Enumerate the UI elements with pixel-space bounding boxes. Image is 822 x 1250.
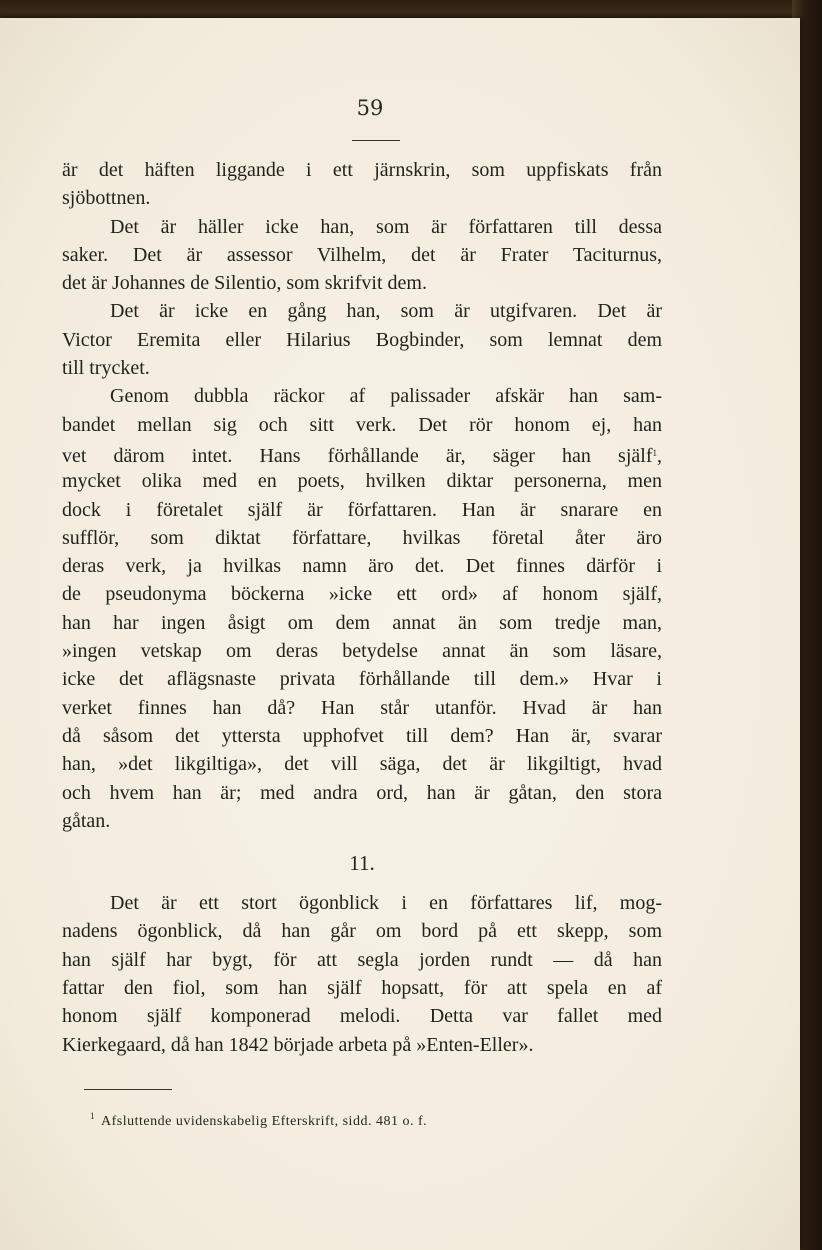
text-segment: vet därom intet. Hans förhållande är, säger han själf <box>62 444 653 467</box>
text-line: honom själf komponerad melodi. Detta var fallet med <box>62 1005 662 1028</box>
text-line: bandet mellan sig och sitt verk. Det rör honom ej, han <box>62 413 662 436</box>
text-line: dock i företalet själf är författaren. Han är snarare en <box>62 498 662 521</box>
footnote-reference[interactable]: 1 <box>652 447 657 458</box>
text-line: det är Johannes de Silentio, som skrifvit dem. <box>62 272 427 295</box>
page-number-rule <box>352 140 400 141</box>
text-segment: , <box>657 444 662 467</box>
text-line-with-footnote-ref <box>62 439 662 467</box>
page-number: 59 <box>356 96 384 120</box>
text-line: Kierkegaard, då han 1842 började arbeta på »Enten-Eller». <box>62 1033 534 1056</box>
text-line: Det är ett stort ögonblick i en författares lif, mog- <box>110 892 662 915</box>
book-page <box>0 18 800 1250</box>
footnote-text: Afsluttende uvidenskabelig Efterskrift, sidd. 481 o. f. <box>101 1114 428 1129</box>
paragraph-5 <box>62 889 662 1059</box>
footnote-marker: 1 <box>90 1111 95 1121</box>
text-line: han har ingen åsigt om dem annat än som tredje man, <box>62 611 662 634</box>
text-line: Det är häller icke han, som är författaren till dessa <box>110 215 662 238</box>
text-line: icke det aflägsnaste privata förhållande till dem.» Hvar i <box>62 668 662 691</box>
text-line: och hvem han är; med andra ord, han är gåtan, den stora <box>62 781 662 804</box>
footnote-rule <box>84 1089 172 1090</box>
text-line: Det är icke en gång han, som är utgifvaren. Det är <box>110 300 662 323</box>
paragraph-2 <box>62 213 662 298</box>
text-line: han, »det likgiltiga», det vill säga, det är likgiltigt, hvad <box>62 753 662 776</box>
text-line: nadens ögonblick, då han går om bord på ett skepp, som <box>62 920 662 943</box>
text-line: sufflör, som diktat författare, hvilkas företal åter äro <box>62 526 662 549</box>
text-line: mycket olika med en poets, hvilken diktar personerna, men <box>62 470 662 493</box>
paragraph-1 <box>62 156 662 213</box>
text-line: till trycket. <box>62 357 150 380</box>
text-line: gåtan. <box>62 809 111 832</box>
footnote <box>90 1111 650 1130</box>
section-heading: 11. <box>349 851 375 876</box>
text-line: då såsom det yttersta upphofvet till dem? Han är, svarar <box>62 724 662 747</box>
text-line: är det häften liggande i ett järnskrin, som uppfiskats från <box>62 159 662 181</box>
text-line: »ingen vetskap om deras betydelse annat än som läsare, <box>62 640 662 663</box>
text-line: deras verk, ja hvilkas namn äro det. Det finnes därför i <box>62 555 662 578</box>
text-line: sjöbottnen. <box>62 187 151 210</box>
paragraph-3 <box>62 297 662 382</box>
text-line: han själf har bygt, för att segla jorden rundt — då han <box>62 948 662 971</box>
text-line: fattar den fiol, som han själf hopsatt, för att spela en af <box>62 977 662 1000</box>
paragraph-4 <box>62 382 662 835</box>
text-line: Victor Eremita eller Hilarius Bogbinder, som lemnat dem <box>62 328 662 351</box>
text-line: saker. Det är assessor Vilhelm, det är Frater Taciturnus, <box>62 243 662 266</box>
text-line: de pseudonyma böckerna »icke ett ord» af honom själf, <box>62 583 662 606</box>
body-text <box>62 156 662 1059</box>
text-line: Genom dubbla räckor af palissader afskär han sam- <box>110 385 662 408</box>
text-line: verket finnes han då? Han står utanför. Hvad är han <box>62 696 662 719</box>
